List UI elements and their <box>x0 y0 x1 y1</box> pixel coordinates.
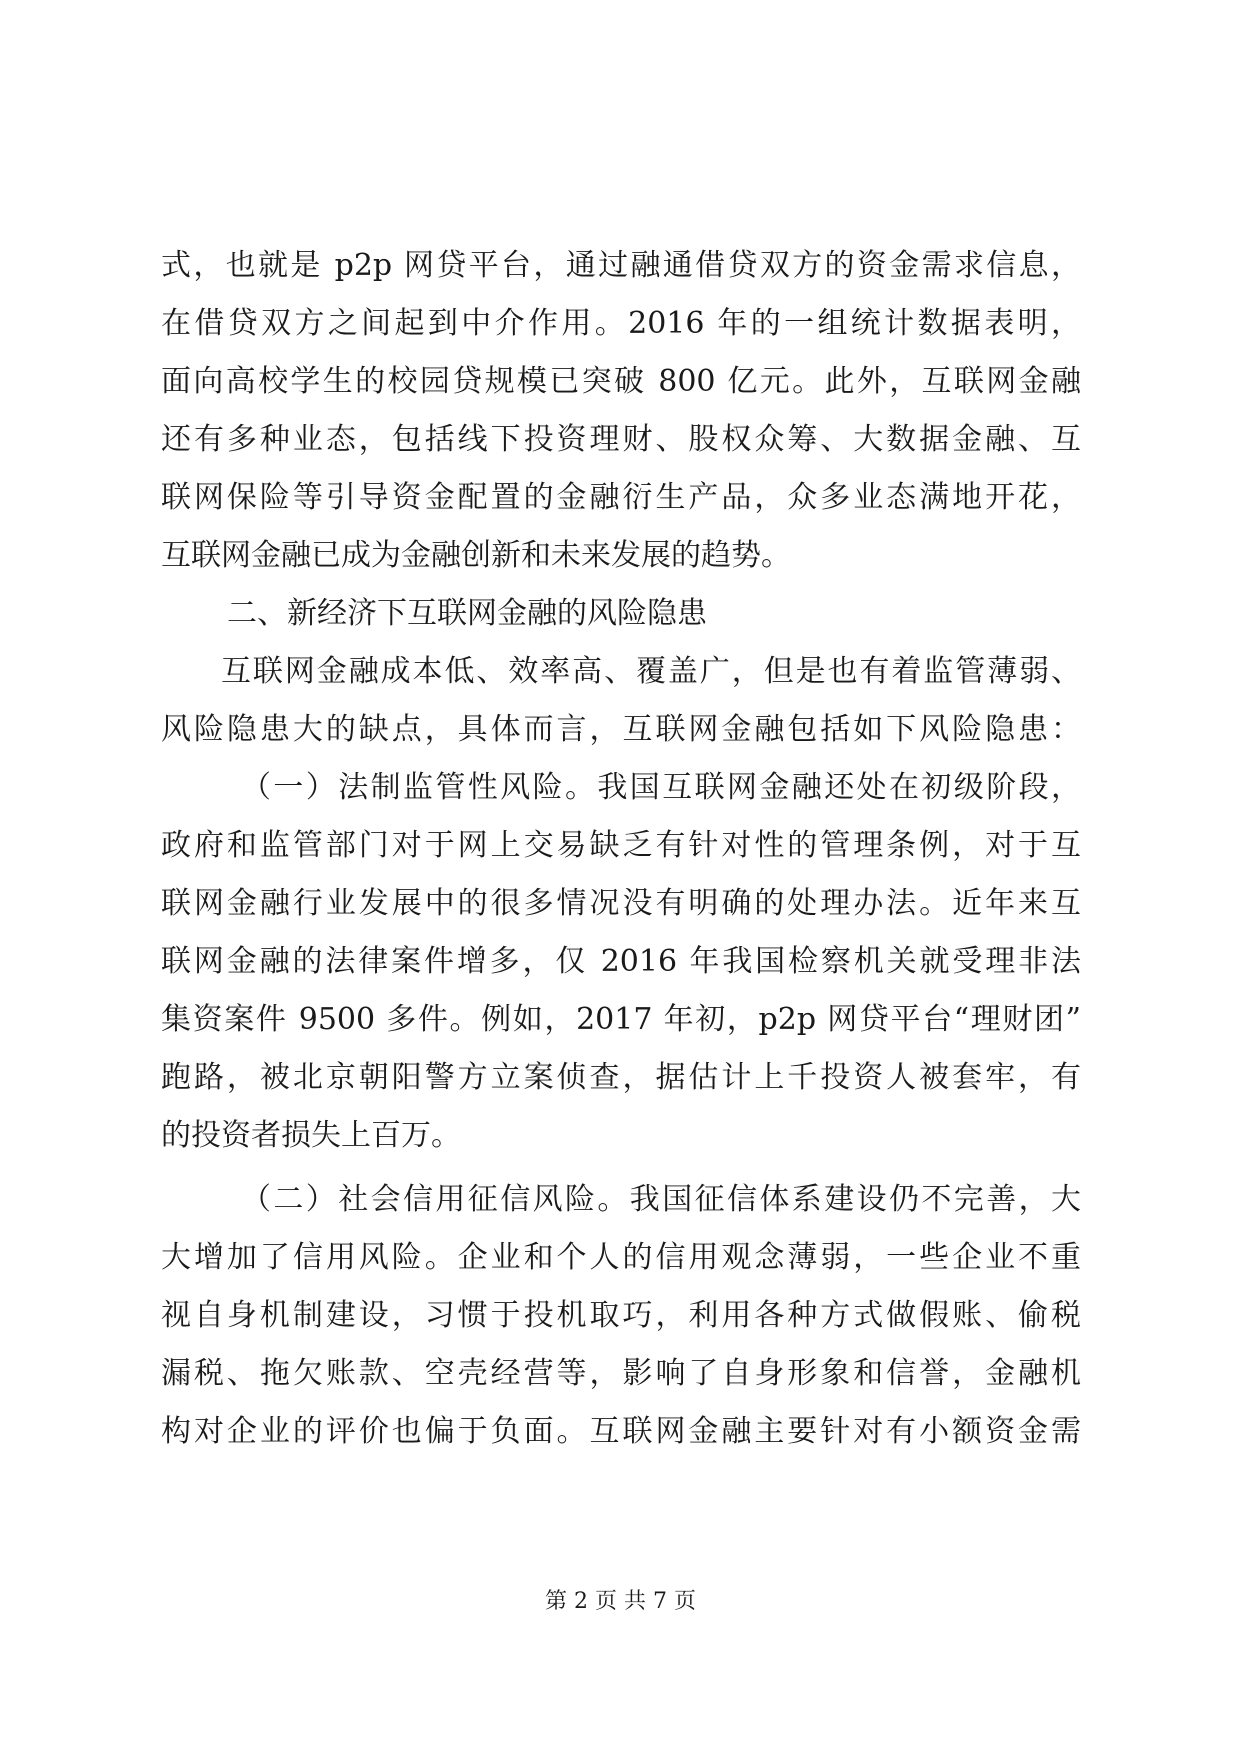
paragraph-line: 政府和监管部门对于网上交易缺乏有针对性的管理条例，对于互 <box>161 828 1081 863</box>
paragraph-line: 的投资者损失上百万。 <box>161 1118 461 1153</box>
paragraph-line: 还有多种业态，包括线下投资理财、股权众筹、大数据金融、互 <box>161 422 1081 457</box>
section-heading: 二、新经济下互联网金融的风险隐患 <box>227 596 707 631</box>
paragraph-line: （一）法制监管性风险。我国互联网金融还处在初级阶段， <box>241 770 1081 805</box>
paragraph-line: 互联网金融已成为金融创新和未来发展的趋势。 <box>161 538 791 573</box>
paragraph-line: 大增加了信用风险。企业和个人的信用观念薄弱，一些企业不重 <box>161 1240 1081 1275</box>
paragraph-line: 集资案件 9500 多件。例如，2017 年初，p2p 网贷平台“理财团” <box>161 1002 1081 1037</box>
paragraph-line: 在借贷双方之间起到中介作用。2016 年的一组统计数据表明， <box>161 306 1081 341</box>
paragraph-line: 视自身机制建设，习惯于投机取巧，利用各种方式做假账、偷税 <box>161 1298 1081 1333</box>
paragraph-line: 联网保险等引导资金配置的金融衍生产品，众多业态满地开花， <box>161 480 1081 515</box>
page-number-footer: 第 2 页 共 7 页 <box>545 1589 696 1614</box>
paragraph-line: 联网金融的法律案件增多，仅 2016 年我国检察机关就受理非法 <box>161 944 1081 979</box>
paragraph-line: 风险隐患大的缺点，具体而言，互联网金融包括如下风险隐患： <box>161 712 1081 747</box>
paragraph-line: 互联网金融成本低、效率高、覆盖广，但是也有着监管薄弱、 <box>221 654 1081 689</box>
paragraph-line: 构对企业的评价也偏于负面。互联网金融主要针对有小额资金需 <box>161 1414 1081 1449</box>
paragraph-line: 漏税、拖欠账款、空壳经营等，影响了自身形象和信誉，金融机 <box>161 1356 1081 1391</box>
paragraph-line: 式，也就是 p2p 网贷平台，通过融通借贷双方的资金需求信息， <box>161 248 1081 283</box>
body-text <box>161 237 1081 1461</box>
paragraph-line: 跑路，被北京朝阳警方立案侦查，据估计上千投资人被套牢，有 <box>161 1060 1081 1095</box>
paragraph-line: （二）社会信用征信风险。我国征信体系建设仍不完善，大 <box>241 1182 1081 1217</box>
paragraph-line: 联网金融行业发展中的很多情况没有明确的处理办法。近年来互 <box>161 886 1081 921</box>
paragraph-line: 面向高校学生的校园贷规模已突破 800 亿元。此外，互联网金融 <box>161 364 1081 399</box>
